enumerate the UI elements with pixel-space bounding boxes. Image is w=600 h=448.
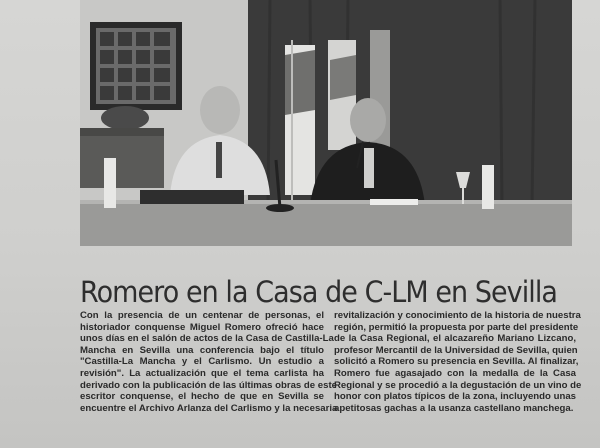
body-line: Mancha en Sevilla una conferencia bajo el título <box>80 344 324 356</box>
body-line: unos días en el salón de actos de la Casa de Castilla-La <box>80 333 334 345</box>
article-column-1 <box>80 310 338 414</box>
body-line: escritor conquense, el hecho de que en Sevilla se <box>80 391 324 403</box>
body-line: Con la presencia de un centenar de personas, el <box>80 310 324 321</box>
body-line: revitalización y conocimiento de la historia de nuestra <box>334 310 581 321</box>
body-line: encuentre el Archivo Arlanza del Carlismo y la necesaria <box>80 402 338 414</box>
body-line: de la Casa Regional, el alcazareño Mariano Lizcano, <box>334 333 576 345</box>
photo-illustration <box>80 0 572 246</box>
body-line: historiador conquense Miguel Romero ofreció hace <box>80 321 324 333</box>
article-column-2 <box>334 310 582 414</box>
body-line: Regional y se procedió a la degustación de un vino de <box>334 379 582 391</box>
body-line: honor con platos típicos de la zona, incluyendo unas <box>334 391 576 403</box>
body-line: región, permitió la propuesta por parte del presidente <box>334 321 579 333</box>
body-line: revisión". La actualización que el tema carlista ha <box>80 367 324 379</box>
article-photo <box>80 0 572 246</box>
body-line: profesor Mercantil de la Universidad de Sevilla, quien <box>334 344 578 356</box>
body-line: Romero fue agasajado con la medalla de la Casa <box>334 367 576 379</box>
body-line: "Castilla-La Mancha y el Carlismo. Un estudio a <box>80 356 324 368</box>
article-headline: Romero en la Casa de C-LM en Sevilla <box>80 275 558 310</box>
body-line: derivado con la publicación de las últimas obras de este <box>80 379 337 391</box>
body-line: apetitosas gachas a la usanza castellano manchega. <box>334 402 574 414</box>
body-line: solicitó a Romero su presencia en Sevilla. Al finalizar, <box>334 356 579 368</box>
